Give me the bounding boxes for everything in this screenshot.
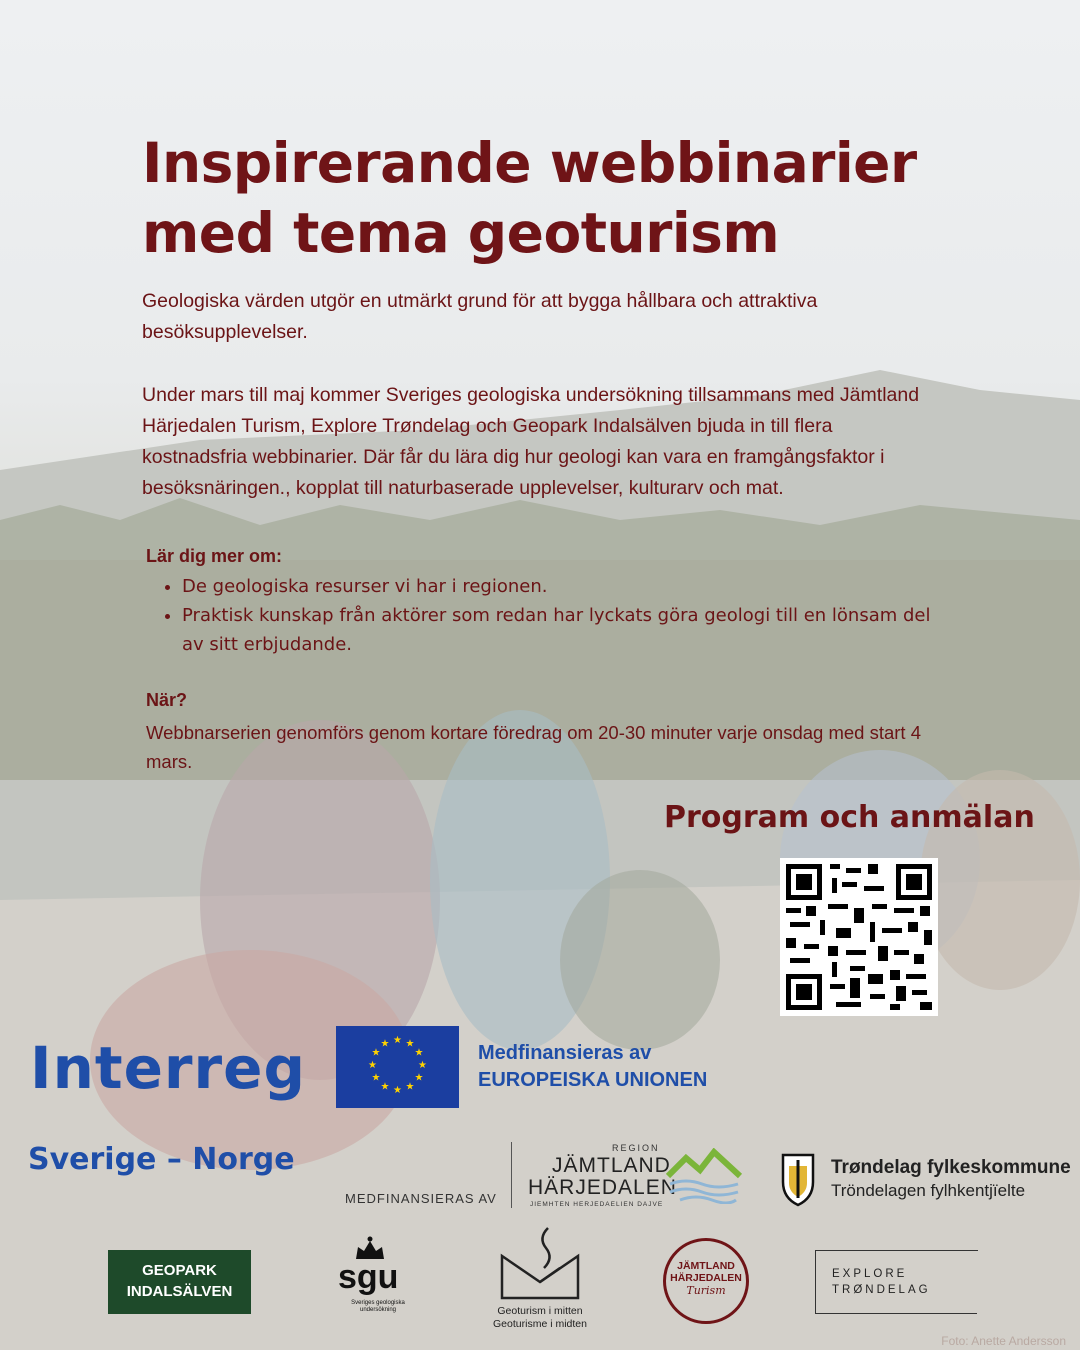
svg-text:★: ★ (371, 1047, 381, 1059)
svg-text:★: ★ (414, 1072, 424, 1084)
eu-cofunded-line2: EUROPEISKA UNIONEN (478, 1069, 708, 1091)
jht-line1: JÄMTLAND (677, 1260, 735, 1272)
learn-heading: Lär dig mer om: (146, 546, 283, 566)
list-item: • De geologiska resurser vi har i regionen. (182, 572, 942, 601)
photo-credit: Foto: Anette Andersson (941, 1334, 1066, 1348)
explore-trondelag-logo (815, 1250, 977, 1314)
list-item: • Praktisk kunskap från aktörer som redan har lyckats göra geologi till en lönsam del av sitt erbjudande. (182, 601, 942, 659)
when-heading: När? (146, 690, 188, 710)
interreg-logo: Interreg (30, 1034, 306, 1102)
jht-line3: Turism (686, 1284, 726, 1297)
eu-stars-icon (336, 1026, 459, 1108)
eu-cofunded-line1: Medfinansieras av (478, 1042, 652, 1064)
geopark-line1: GEOPARK (142, 1262, 217, 1279)
jh-logo-line1: JÄMTLAND (552, 1154, 671, 1177)
svg-text:★: ★ (405, 1038, 415, 1050)
svg-text:★: ★ (405, 1081, 415, 1093)
jh-region-label: REGION (612, 1143, 660, 1153)
geoturism-line1: Geoturism i mitten (497, 1305, 583, 1317)
body-paragraph: Under mars till maj kommer Sveriges geologiska undersökning tillsammans med Jämtland Härjedalen Turism, Explore Trøndelag och Geopark Indalsälven bjuda in till flera kostnadsfria webbinarier. Där får du lära dig hur geologi kan vara en framgångsfaktor i besöksnäringen., kopplat till naturbaserade upplevelser, kulturarv och mat. (142, 384, 920, 499)
geoturism-text (478, 1305, 602, 1331)
svg-text:★: ★ (380, 1081, 390, 1093)
trondelag-line1: Trøndelag fylkeskommune (831, 1157, 1071, 1178)
mountain-logo-icon (666, 1148, 742, 1204)
sverige-norge-label: Sverige – Norge (28, 1142, 295, 1177)
jh-logo-line3: JIEMHTEN HERJEDAELIEN DAJVE (530, 1201, 664, 1208)
divider (511, 1142, 512, 1208)
learn-list (146, 572, 942, 659)
svg-text:★: ★ (368, 1060, 377, 1071)
svg-text:★: ★ (393, 1085, 402, 1096)
title-line-1: Inspirerande webbinarier (142, 131, 917, 195)
geoturism-line2: Geoturisme i midten (493, 1318, 587, 1330)
jh-turism-logo (663, 1238, 749, 1324)
trondelag-line2: Tröndelagen fylhkentjïelte (831, 1181, 1026, 1200)
explore-line2: TRØNDELAG (832, 1284, 931, 1296)
svg-text:★: ★ (418, 1060, 427, 1071)
geopark-line2: INDALSÄLVEN (126, 1283, 233, 1300)
title-line-2: med tema geoturism (142, 201, 780, 265)
medfinansieras-label: MEDFINANSIERAS AV (345, 1191, 497, 1206)
qr-code-icon (780, 858, 938, 1016)
geopark-logo (108, 1250, 251, 1314)
program-label: Program och anmälan (664, 800, 1035, 835)
trondelag-shield-icon (780, 1152, 816, 1208)
sgu-logo: sgu (338, 1258, 399, 1296)
svg-text:★: ★ (371, 1072, 381, 1084)
page-title (142, 128, 1022, 268)
svg-text:★: ★ (414, 1047, 424, 1059)
when-text: Webbnarserien genomförs genom kortare föredrag om 20-30 minuter varje onsdag med start 4 mars. (146, 722, 922, 772)
geoturism-logo-icon (498, 1226, 582, 1302)
qr-code[interactable] (780, 858, 938, 1016)
svg-text:★: ★ (393, 1035, 402, 1046)
jht-line2: HÄRJEDALEN (670, 1272, 742, 1284)
svg-text:★: ★ (380, 1038, 390, 1050)
jh-logo-line2: HÄRJEDALEN (528, 1176, 677, 1199)
sgu-subtitle: Sveriges geologiska undersökning (351, 1300, 405, 1313)
explore-line1: EXPLORE (832, 1268, 908, 1280)
eu-flag (336, 1026, 459, 1108)
intro-paragraph: Geologiska värden utgör en utmärkt grund för att bygga hållbara och attraktiva besöksupplevelser. (142, 290, 818, 343)
